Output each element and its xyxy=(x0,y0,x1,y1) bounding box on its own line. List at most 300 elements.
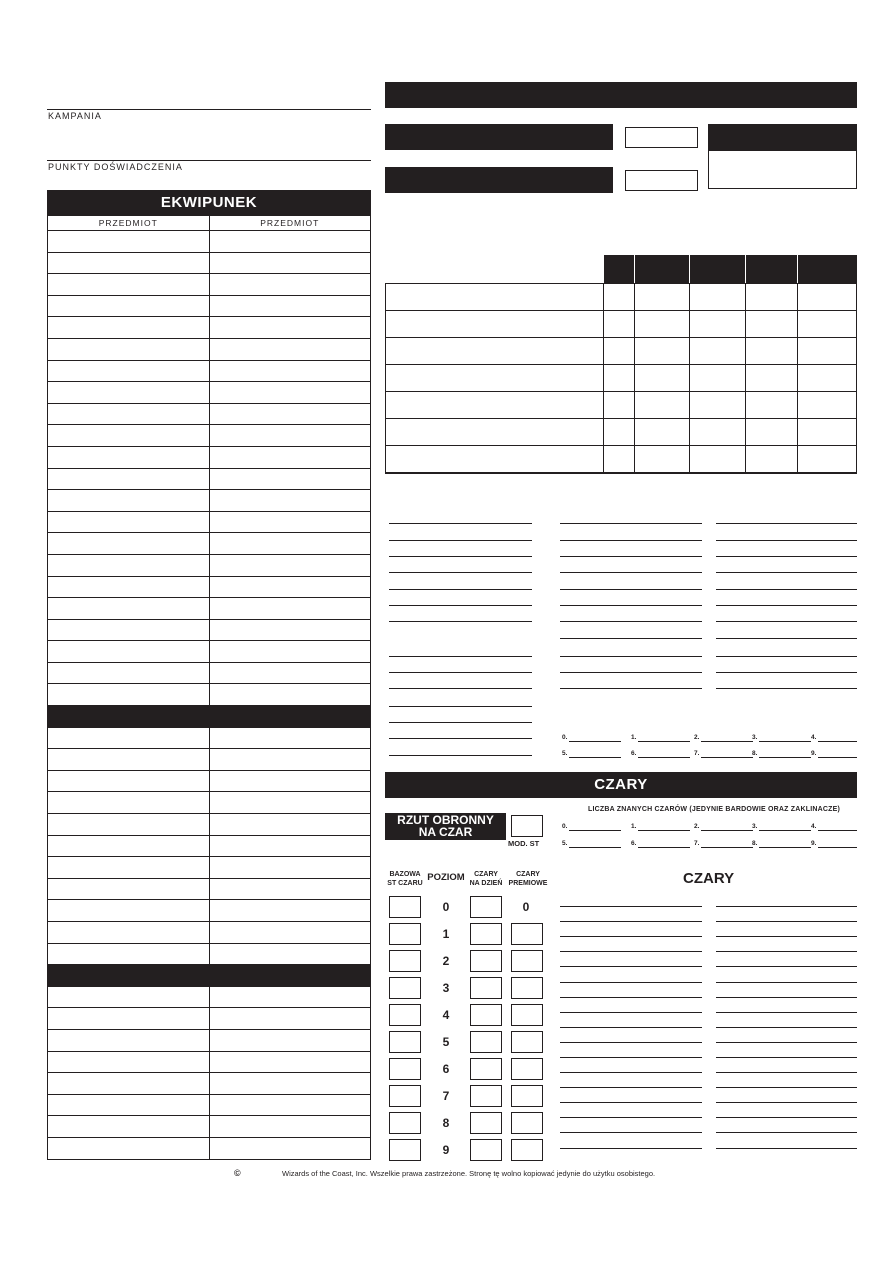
known-spells-entry[interactable] xyxy=(631,840,677,849)
inventory-item-field[interactable] xyxy=(209,469,371,490)
bonus-spells-field[interactable] xyxy=(511,1058,543,1080)
gear-cell[interactable] xyxy=(634,365,689,391)
spell-list-line[interactable] xyxy=(560,1102,702,1103)
inventory-item-field[interactable] xyxy=(48,836,209,857)
spells-title: CZARY xyxy=(385,772,857,798)
note-line[interactable] xyxy=(389,540,532,541)
known-spells-entry[interactable] xyxy=(562,840,608,849)
slot-entry[interactable] xyxy=(562,734,608,743)
gear-cell[interactable] xyxy=(689,284,745,310)
gear-cell[interactable] xyxy=(745,419,797,445)
gear-cell[interactable] xyxy=(745,392,797,418)
inventory-item-field[interactable] xyxy=(209,598,371,619)
gear-cell[interactable] xyxy=(634,392,689,418)
gear-cell[interactable] xyxy=(797,419,857,445)
note-line[interactable] xyxy=(560,540,702,541)
inventory-item-field[interactable] xyxy=(48,792,209,813)
note-line[interactable] xyxy=(389,688,532,689)
inventory-item-field[interactable] xyxy=(48,555,209,576)
inventory-item-field[interactable] xyxy=(48,1116,209,1137)
spells-per-day-field[interactable] xyxy=(470,923,502,945)
note-line[interactable] xyxy=(716,656,857,657)
inventory-item-field[interactable] xyxy=(48,1052,209,1073)
spell-list-line[interactable] xyxy=(716,1148,857,1149)
inventory-item-field[interactable] xyxy=(209,533,371,554)
inventory-item-field[interactable] xyxy=(48,620,209,641)
note-line[interactable] xyxy=(389,722,532,723)
inventory-row xyxy=(48,1115,370,1137)
header-bar-3 xyxy=(385,167,613,193)
spell-list-line[interactable] xyxy=(716,1027,857,1028)
inventory-item-field[interactable] xyxy=(209,1030,371,1051)
gear-cell[interactable] xyxy=(385,284,603,310)
spell-list-line[interactable] xyxy=(716,1012,857,1013)
gear-cell[interactable] xyxy=(797,338,857,364)
spells-per-day-field[interactable] xyxy=(470,1139,502,1161)
inventory-item-field[interactable] xyxy=(209,814,371,835)
inventory-item-field[interactable] xyxy=(48,900,209,921)
note-line[interactable] xyxy=(389,621,532,622)
spell-list-line[interactable] xyxy=(716,921,857,922)
slot-number: 5. xyxy=(562,750,568,757)
note-line[interactable] xyxy=(389,706,532,707)
gear-cell[interactable] xyxy=(603,284,634,310)
spell-dc-field[interactable] xyxy=(389,1112,421,1134)
inventory-row xyxy=(48,403,370,425)
note-line[interactable] xyxy=(716,589,857,590)
inventory-item-field[interactable] xyxy=(48,231,209,252)
inventory-item-field[interactable] xyxy=(48,987,209,1008)
spell-list-line[interactable] xyxy=(716,936,857,937)
bonus-spells-header-line2: PREMIOWE xyxy=(508,880,548,887)
spell-list-line[interactable] xyxy=(560,1132,702,1133)
slot-line xyxy=(759,847,811,848)
gear-cell[interactable] xyxy=(745,365,797,391)
known-spells-entry[interactable] xyxy=(694,840,740,849)
inventory-item-field[interactable] xyxy=(48,922,209,943)
inventory-item-field[interactable] xyxy=(48,663,209,684)
inventory-item-field[interactable] xyxy=(48,577,209,598)
inventory-row xyxy=(48,554,370,576)
inventory-item-field[interactable] xyxy=(209,900,371,921)
note-line[interactable] xyxy=(716,605,857,606)
inventory-item-field[interactable] xyxy=(48,447,209,468)
note-line[interactable] xyxy=(389,672,532,673)
slot-entry[interactable] xyxy=(631,750,677,759)
inventory-item-field[interactable] xyxy=(209,1138,371,1159)
slot-line xyxy=(818,741,857,742)
slot-number: 8. xyxy=(752,840,758,847)
inventory-item-field[interactable] xyxy=(48,1008,209,1029)
spells-per-day-field[interactable] xyxy=(470,977,502,999)
bonus-spells-field[interactable] xyxy=(511,950,543,972)
header-field-3[interactable] xyxy=(625,170,698,191)
gear-cell[interactable] xyxy=(603,419,634,445)
inventory-row xyxy=(48,1072,370,1094)
slot-entry[interactable] xyxy=(811,750,857,759)
known-spells-entry[interactable] xyxy=(694,823,740,832)
note-line[interactable] xyxy=(716,688,857,689)
spells-known-label: LICZBA ZNANYCH CZARÓW (JEDYNIE BARDOWIE ORAZ ZAKLINACZE) xyxy=(588,806,841,813)
inventory-row xyxy=(48,943,370,965)
slot-entry[interactable] xyxy=(811,734,857,743)
note-line[interactable] xyxy=(716,672,857,673)
inventory-item-field[interactable] xyxy=(209,922,371,943)
inventory-item-field[interactable] xyxy=(209,663,371,684)
slot-line xyxy=(701,757,753,758)
inventory-item-field[interactable] xyxy=(48,339,209,360)
gear-cell[interactable] xyxy=(634,338,689,364)
bonus-spells-field[interactable] xyxy=(511,923,543,945)
inventory-item-field[interactable] xyxy=(48,296,209,317)
known-spells-entry[interactable] xyxy=(631,823,677,832)
gear-cell[interactable] xyxy=(385,311,603,337)
spells-per-day-field[interactable] xyxy=(470,1085,502,1107)
inventory-item-field[interactable] xyxy=(209,879,371,900)
spell-list-line[interactable] xyxy=(560,1148,702,1149)
gear-cell[interactable] xyxy=(689,338,745,364)
slot-number: 9. xyxy=(811,750,817,757)
note-line[interactable] xyxy=(389,556,532,557)
inventory-row xyxy=(48,1051,370,1073)
spell-list-line[interactable] xyxy=(560,951,702,952)
gear-cell[interactable] xyxy=(603,365,634,391)
spell-dc-field[interactable] xyxy=(389,1085,421,1107)
gear-cell[interactable] xyxy=(689,446,745,472)
spell-list-line[interactable] xyxy=(716,982,857,983)
inventory-item-field[interactable] xyxy=(48,1138,209,1159)
inventory-section-bar xyxy=(48,705,370,727)
inventory-item-field[interactable] xyxy=(209,425,371,446)
spell-list-line[interactable] xyxy=(716,951,857,952)
slot-entry[interactable] xyxy=(694,750,740,759)
gear-cell[interactable] xyxy=(797,446,857,472)
inventory-item-field[interactable] xyxy=(209,512,371,533)
gear-cell[interactable] xyxy=(745,446,797,472)
gear-header-col-4 xyxy=(745,255,797,283)
inventory-item-field[interactable] xyxy=(48,490,209,511)
inventory-row xyxy=(48,856,370,878)
inventory-item-field[interactable] xyxy=(209,231,371,252)
gear-cell[interactable] xyxy=(603,311,634,337)
note-line[interactable] xyxy=(716,621,857,622)
spell-dc-field[interactable] xyxy=(389,1031,421,1053)
inventory-row xyxy=(48,640,370,662)
spell-list-line[interactable] xyxy=(560,1042,702,1043)
gear-cell[interactable] xyxy=(634,419,689,445)
spells-per-day-field[interactable] xyxy=(470,1112,502,1134)
inventory-item-field[interactable] xyxy=(209,339,371,360)
inventory-row xyxy=(48,468,370,490)
note-line[interactable] xyxy=(389,605,532,606)
slot-entry[interactable] xyxy=(752,734,798,743)
spell-list-line[interactable] xyxy=(716,997,857,998)
gear-table xyxy=(385,255,857,474)
spell-list-line[interactable] xyxy=(560,1087,702,1088)
inventory-item-field[interactable] xyxy=(48,317,209,338)
slot-entry[interactable] xyxy=(562,750,608,759)
gear-row xyxy=(385,418,857,445)
spell-dc-field[interactable] xyxy=(389,1058,421,1080)
inventory-item-field[interactable] xyxy=(209,987,371,1008)
inventory-item-field[interactable] xyxy=(48,771,209,792)
spell-list-line[interactable] xyxy=(716,1042,857,1043)
inventory-item-field[interactable] xyxy=(48,814,209,835)
note-line[interactable] xyxy=(716,638,857,639)
slot-entry[interactable] xyxy=(631,734,677,743)
bonus-spells-field[interactable] xyxy=(511,1004,543,1026)
inventory-row xyxy=(48,899,370,921)
spell-list-line[interactable] xyxy=(560,936,702,937)
inventory-item-field[interactable] xyxy=(48,404,209,425)
slot-line xyxy=(569,757,621,758)
gear-cell[interactable] xyxy=(385,365,603,391)
inventory-row xyxy=(48,1137,370,1159)
spell-list-line[interactable] xyxy=(716,1117,857,1118)
spell-list-line[interactable] xyxy=(716,1072,857,1073)
gear-cell[interactable] xyxy=(745,284,797,310)
inventory-item-field[interactable] xyxy=(209,620,371,641)
slot-line xyxy=(759,830,811,831)
note-line[interactable] xyxy=(560,572,702,573)
gear-cell[interactable] xyxy=(745,311,797,337)
inventory-item-field[interactable] xyxy=(209,317,371,338)
inventory-item-field[interactable] xyxy=(209,792,371,813)
spell-level-number: 1 xyxy=(442,927,450,941)
slot-entry[interactable] xyxy=(694,734,740,743)
gear-cell[interactable] xyxy=(689,419,745,445)
inventory-item-field[interactable] xyxy=(209,1052,371,1073)
slot-entry[interactable] xyxy=(752,750,798,759)
inventory-item-field[interactable] xyxy=(209,771,371,792)
spell-dc-header xyxy=(385,870,425,888)
inventory-item-field[interactable] xyxy=(209,1008,371,1029)
slot-number: 0. xyxy=(562,734,568,741)
inventory-item-field[interactable] xyxy=(209,684,371,705)
note-line[interactable] xyxy=(716,523,857,524)
spell-dc-field[interactable] xyxy=(389,896,421,918)
note-line[interactable] xyxy=(389,656,532,657)
gear-cell[interactable] xyxy=(385,392,603,418)
inventory-row xyxy=(48,295,370,317)
inventory-item-field[interactable] xyxy=(209,1073,371,1094)
inventory-item-field[interactable] xyxy=(48,361,209,382)
inventory-item-field[interactable] xyxy=(209,555,371,576)
inventory-row xyxy=(48,381,370,403)
note-line[interactable] xyxy=(389,572,532,573)
spells-per-day-field[interactable] xyxy=(470,1058,502,1080)
gear-header-col-3 xyxy=(689,255,745,283)
note-line[interactable] xyxy=(389,755,532,756)
inventory-item-field[interactable] xyxy=(209,749,371,770)
gear-cell[interactable] xyxy=(603,392,634,418)
inventory-item-field[interactable] xyxy=(48,469,209,490)
inventory-row xyxy=(48,597,370,619)
inventory-item-field[interactable] xyxy=(209,857,371,878)
slot-line xyxy=(818,757,857,758)
inventory-item-field[interactable] xyxy=(209,296,371,317)
note-line[interactable] xyxy=(560,656,702,657)
slot-number: 2. xyxy=(694,734,700,741)
spell-dc-field[interactable] xyxy=(389,950,421,972)
inventory-item-field[interactable] xyxy=(48,879,209,900)
known-spells-entry[interactable] xyxy=(562,823,608,832)
gear-header-col-2 xyxy=(634,255,689,283)
inventory-item-field[interactable] xyxy=(209,382,371,403)
spell-list-line[interactable] xyxy=(716,966,857,967)
gear-cell[interactable] xyxy=(745,338,797,364)
spell-list-line[interactable] xyxy=(560,906,702,907)
spell-list-title: CZARY xyxy=(683,870,735,887)
inventory-item-field[interactable] xyxy=(209,490,371,511)
inventory-item-field[interactable] xyxy=(209,577,371,598)
gear-header-col-1 xyxy=(603,255,634,283)
spell-list-line[interactable] xyxy=(716,1132,857,1133)
bonus-spells-field[interactable] xyxy=(511,1139,543,1161)
header-bar-2 xyxy=(708,124,857,150)
inventory-item-field[interactable] xyxy=(48,944,209,965)
inventory-item-field[interactable] xyxy=(209,404,371,425)
inventory-item-field[interactable] xyxy=(48,1095,209,1116)
spell-list-line[interactable] xyxy=(560,921,702,922)
note-line[interactable] xyxy=(560,523,702,524)
slot-line xyxy=(701,830,753,831)
inventory-item-field[interactable] xyxy=(48,1073,209,1094)
note-line[interactable] xyxy=(560,605,702,606)
note-line[interactable] xyxy=(716,556,857,557)
note-line[interactable] xyxy=(389,523,532,524)
gear-cell[interactable] xyxy=(797,284,857,310)
gear-cell[interactable] xyxy=(385,338,603,364)
gear-cell[interactable] xyxy=(634,284,689,310)
spell-list-line[interactable] xyxy=(716,1102,857,1103)
gear-cell[interactable] xyxy=(689,311,745,337)
note-line[interactable] xyxy=(560,621,702,622)
inventory-item-field[interactable] xyxy=(48,533,209,554)
spell-list-line[interactable] xyxy=(560,1027,702,1028)
inventory-item-field[interactable] xyxy=(48,425,209,446)
inventory-item-field[interactable] xyxy=(209,274,371,295)
gear-cell[interactable] xyxy=(797,392,857,418)
inventory-item-field[interactable] xyxy=(209,1095,371,1116)
inventory-item-field[interactable] xyxy=(48,728,209,749)
spell-dc-field[interactable] xyxy=(389,923,421,945)
inventory-row xyxy=(48,921,370,943)
spell-level-number: 8 xyxy=(442,1116,450,1130)
gear-cell[interactable] xyxy=(385,419,603,445)
spell-list-line[interactable] xyxy=(716,1087,857,1088)
inventory-item-field[interactable] xyxy=(48,857,209,878)
gear-cell[interactable] xyxy=(634,311,689,337)
gear-cell[interactable] xyxy=(603,446,634,472)
bonus-spells-field[interactable] xyxy=(511,1085,543,1107)
known-spells-entry[interactable] xyxy=(752,840,798,849)
note-line[interactable] xyxy=(716,540,857,541)
inventory-item-field[interactable] xyxy=(209,1116,371,1137)
spell-list-line[interactable] xyxy=(560,1072,702,1073)
spell-list-line[interactable] xyxy=(560,1012,702,1013)
spells-per-day-header-line2: NA DZIEŃ xyxy=(469,880,503,887)
inventory-item-field[interactable] xyxy=(209,253,371,274)
gear-cell[interactable] xyxy=(385,446,603,472)
slot-line xyxy=(569,847,621,848)
inventory-item-field[interactable] xyxy=(48,253,209,274)
spell-save-mod-field[interactable] xyxy=(511,815,543,837)
note-line[interactable] xyxy=(560,556,702,557)
inventory-item-field[interactable] xyxy=(48,274,209,295)
gear-cell[interactable] xyxy=(797,311,857,337)
bonus-spells-field[interactable] xyxy=(511,1031,543,1053)
spell-list-line[interactable] xyxy=(560,1117,702,1118)
known-spells-entry[interactable] xyxy=(811,823,857,832)
inventory-item-field[interactable] xyxy=(48,598,209,619)
spell-dc-field[interactable] xyxy=(389,1139,421,1161)
spell-list-line[interactable] xyxy=(560,997,702,998)
gear-cell[interactable] xyxy=(689,392,745,418)
bonus-spells-field[interactable] xyxy=(511,1112,543,1134)
inventory-item-field[interactable] xyxy=(48,1030,209,1051)
inventory-item-field[interactable] xyxy=(209,944,371,965)
gear-cell[interactable] xyxy=(603,338,634,364)
inventory-item-field[interactable] xyxy=(209,361,371,382)
inventory-item-field[interactable] xyxy=(48,512,209,533)
inventory-item-field[interactable] xyxy=(48,641,209,662)
header-field-1[interactable] xyxy=(625,127,698,148)
spell-list-line[interactable] xyxy=(716,1057,857,1058)
spell-list-line[interactable] xyxy=(560,982,702,983)
spell-list-line[interactable] xyxy=(560,966,702,967)
slot-number: 3. xyxy=(752,734,758,741)
inventory-item-field[interactable] xyxy=(209,728,371,749)
bonus-spells-field[interactable] xyxy=(511,977,543,999)
spell-dc-field[interactable] xyxy=(389,1004,421,1026)
inventory-item-field[interactable] xyxy=(209,641,371,662)
campaign-line xyxy=(47,109,371,110)
slot-line xyxy=(759,741,811,742)
note-line[interactable] xyxy=(560,672,702,673)
note-line[interactable] xyxy=(389,738,532,739)
gear-cell[interactable] xyxy=(797,365,857,391)
inventory-item-field[interactable] xyxy=(48,749,209,770)
spells-per-day-field[interactable] xyxy=(470,950,502,972)
inventory-item-field[interactable] xyxy=(48,684,209,705)
known-spells-entry[interactable] xyxy=(752,823,798,832)
spells-per-day-header xyxy=(466,870,506,888)
note-line[interactable] xyxy=(560,688,702,689)
inventory-row xyxy=(48,1029,370,1051)
spell-list-line[interactable] xyxy=(716,906,857,907)
inventory-item-field[interactable] xyxy=(209,836,371,857)
inventory-item-field[interactable] xyxy=(48,382,209,403)
slot-line xyxy=(569,741,621,742)
spell-level-number: 7 xyxy=(442,1089,450,1103)
gear-cell[interactable] xyxy=(689,365,745,391)
known-spells-entry[interactable] xyxy=(811,840,857,849)
note-line[interactable] xyxy=(716,572,857,573)
slot-line xyxy=(818,847,857,848)
inventory-item-field[interactable] xyxy=(209,447,371,468)
gear-cell[interactable] xyxy=(634,446,689,472)
spells-per-day-field[interactable] xyxy=(470,1004,502,1026)
spells-per-day-field[interactable] xyxy=(470,1031,502,1053)
note-line[interactable] xyxy=(560,638,702,639)
spells-per-day-field[interactable] xyxy=(470,896,502,918)
spell-list-line[interactable] xyxy=(560,1057,702,1058)
header-field-2[interactable] xyxy=(708,150,857,189)
spell-dc-field[interactable] xyxy=(389,977,421,999)
note-line[interactable] xyxy=(389,589,532,590)
note-line[interactable] xyxy=(560,589,702,590)
